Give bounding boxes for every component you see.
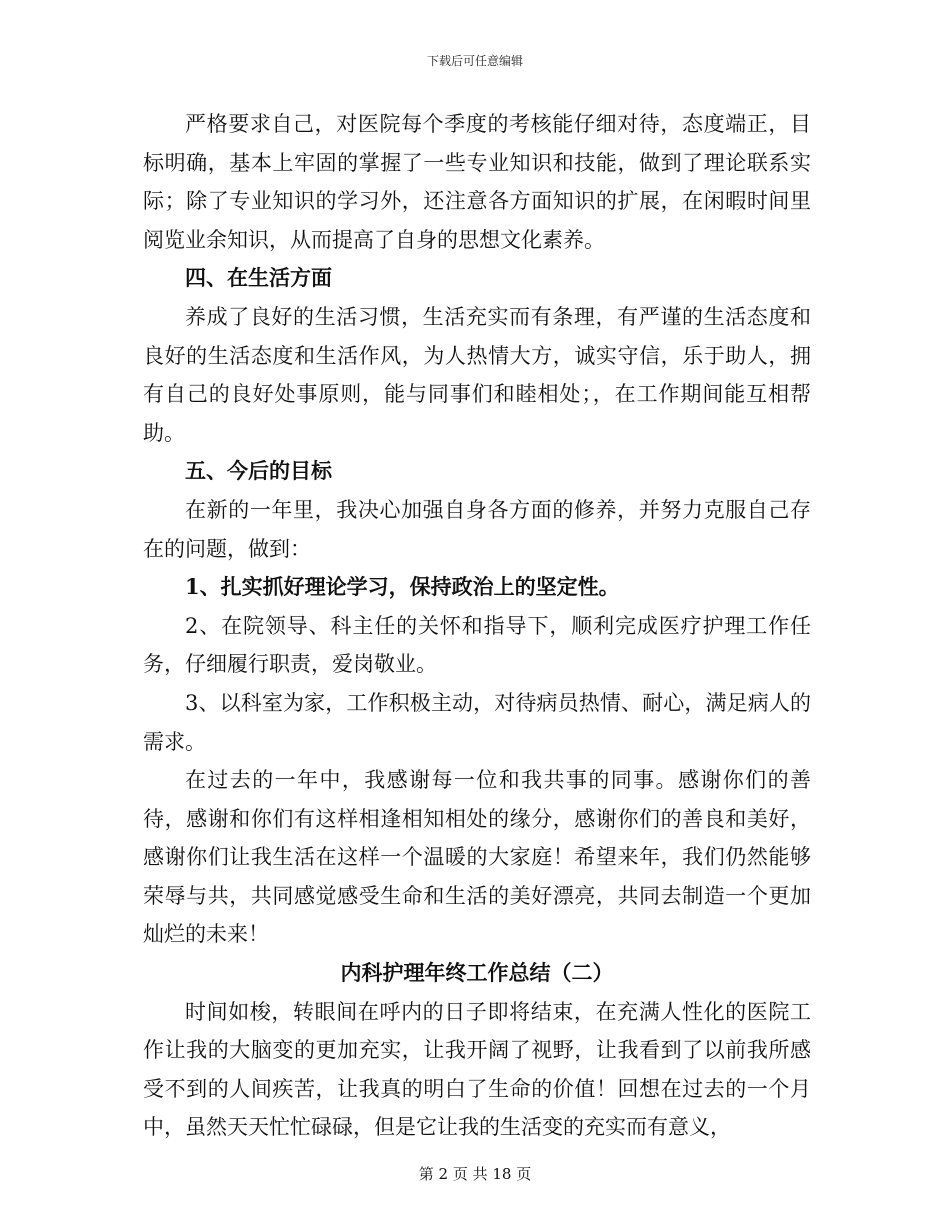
page-footer: 第 2 页 共 18 页 bbox=[418, 1165, 532, 1183]
header-note: 下载后可任意编辑 bbox=[426, 54, 523, 68]
goal-item-1: 1、扎实抓好理论学习，保持政治上的坚定性。 bbox=[185, 574, 620, 600]
document-body bbox=[143, 105, 811, 1147]
paragraph-life-habits: 养成了良好的生活习惯，生活充实而有条理，有严谨的生活态度和良好的生活态度和生活作风，为人热情大方，诚实守信，乐于助人，拥有自己的良好处事原则，能与同事们和睦相处；，在工作期间能互相帮助。 bbox=[143, 304, 811, 445]
section-heading-life: 四、在生活方面 bbox=[185, 265, 332, 291]
goal-item-3: 3、以科室为家，工作积极主动，对待病员热情、耐心，满足病人的需求。 bbox=[143, 690, 811, 754]
paragraph-self-discipline: 严格要求自己，对医院每个季度的考核能仔细对待，态度端正，目标明确，基本上牢固的掌握了一些专业知识和技能，做到了理论联系实际；除了专业知识的学习外，还注意各方面知识的扩展，在闲暇时间里阅览业余知识，从而提高了自身的思想文化素养。 bbox=[143, 112, 811, 252]
paragraph-summary-2-intro: 时间如梭，转眼间在呼内的日子即将结束，在充满人性化的医院工作让我的大脑变的更加充实，让我开阔了视野，让我看到了以前我所感受不到的人间疾苦，让我真的明白了生命的价值！回想在过去的一个月中，虽然天天忙忙碌碌，但是它让我的生活变的充实而有意义， bbox=[143, 999, 811, 1140]
section-title-summary-2: 内科护理年终工作总结（二） bbox=[340, 960, 614, 986]
goal-item-2: 2、在院领导、科主任的关怀和指导下，顺利完成医疗护理工作任务，仔细履行职责，爱岗敬业。 bbox=[143, 613, 811, 677]
paragraph-goals-intro: 在新的一年里，我决心加强自身各方面的修养，并努力克服自己存在的问题，做到： bbox=[143, 497, 811, 561]
paragraph-thanks: 在过去的一年中，我感谢每一位和我共事的同事。感谢你们的善待，感谢和你们有这样相逢相知相处的缘分，感谢你们的善良和美好，感谢你们让我生活在这样一个温暖的大家庭！希望来年，我们仍然能够荣辱与共，共同感觉感受生命和生活的美好漂亮，共同去制造一个更加灿烂的未来！ bbox=[143, 768, 811, 947]
section-heading-goals: 五、今后的目标 bbox=[185, 458, 332, 484]
